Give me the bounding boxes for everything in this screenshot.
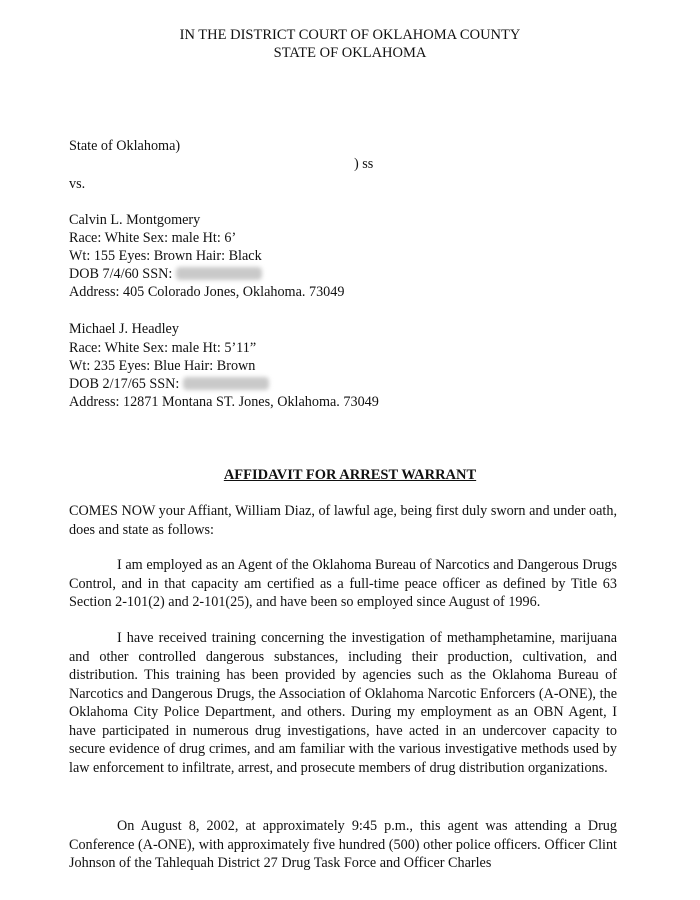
versus: vs. — [69, 176, 86, 192]
plaintiff: State of Oklahoma) — [69, 138, 181, 154]
defendant-race-sex-height: Race: White Sex: male Ht: 5’11” — [69, 340, 257, 356]
employment-paragraph: I am employed as an Agent of the Oklahoma Bureau of Narcotics and Dangerous Drugs Control, and in that capacity am certified as a full-time peace officer as defined by Title 63 Section 2-101(2) and 2-101(25), and have been so employed since August of 1996. — [69, 557, 617, 610]
defendant-name: Michael J. Headley — [69, 321, 179, 337]
defendant-race-sex-height: Race: White Sex: male Ht: 6’ — [69, 230, 237, 246]
defendant-dob: DOB 2/17/65 SSN: — [69, 376, 180, 392]
defendant-name: Calvin L. Montgomery — [69, 212, 201, 228]
redacted-ssn — [183, 377, 269, 390]
incident-paragraph: On August 8, 2002, at approximately 9:45 p.m., this agent was attending a Drug Conference (A-ONE), with approximately five hundred (500) other police officers. Officer Clint Johnson of the Tahlequah District 27 Drug Task Force and Officer Charles — [69, 818, 617, 871]
defendant-weight-eyes-hair: Wt: 155 Eyes: Brown Hair: Black — [69, 248, 262, 264]
document-title: AFFIDAVIT FOR ARREST WARRANT — [223, 467, 477, 483]
defendant-address: Address: 405 Colorado Jones, Oklahoma. 73049 — [69, 284, 345, 300]
court-name: IN THE DISTRICT COURT OF OKLAHOMA COUNTY — [179, 27, 521, 43]
intro-paragraph: COMES NOW your Affiant, William Diaz, of lawful age, being first duly sworn and under oath, does and state as follows: — [69, 503, 617, 538]
defendant-address: Address: 12871 Montana ST. Jones, Oklahoma. 73049 — [69, 394, 379, 410]
defendant-weight-eyes-hair: Wt: 235 Eyes: Blue Hair: Brown — [69, 358, 256, 374]
redacted-ssn — [176, 267, 262, 280]
defendant-dob: DOB 7/4/60 SSN: — [69, 266, 173, 282]
training-paragraph: I have received training concerning the investigation of methamphetamine, marijuana and other controlled dangerous substances, including their production, cultivation, and distribution. This training has been provided by agencies such as the Oklahoma Bureau of Narcotics and Dangerous Drugs, the Association of Oklahoma Narcotic Enforcers (A-ONE), the Oklahoma City Police Department, and others. During my employment as an OBN Agent, I have participated in numerous drug investigations, have acted in an undercover capacity to secure evidence of drug crimes, and am familiar with the various investigative methods used by law enforcement to infiltrate, arrest, and prosecute members of drug distribution organizations. — [69, 630, 617, 776]
defendant-dob-ssn — [69, 265, 262, 283]
ss-mark: ) ss — [354, 156, 374, 172]
court-state: STATE OF OKLAHOMA — [273, 45, 427, 61]
defendant-dob-ssn — [69, 375, 269, 393]
